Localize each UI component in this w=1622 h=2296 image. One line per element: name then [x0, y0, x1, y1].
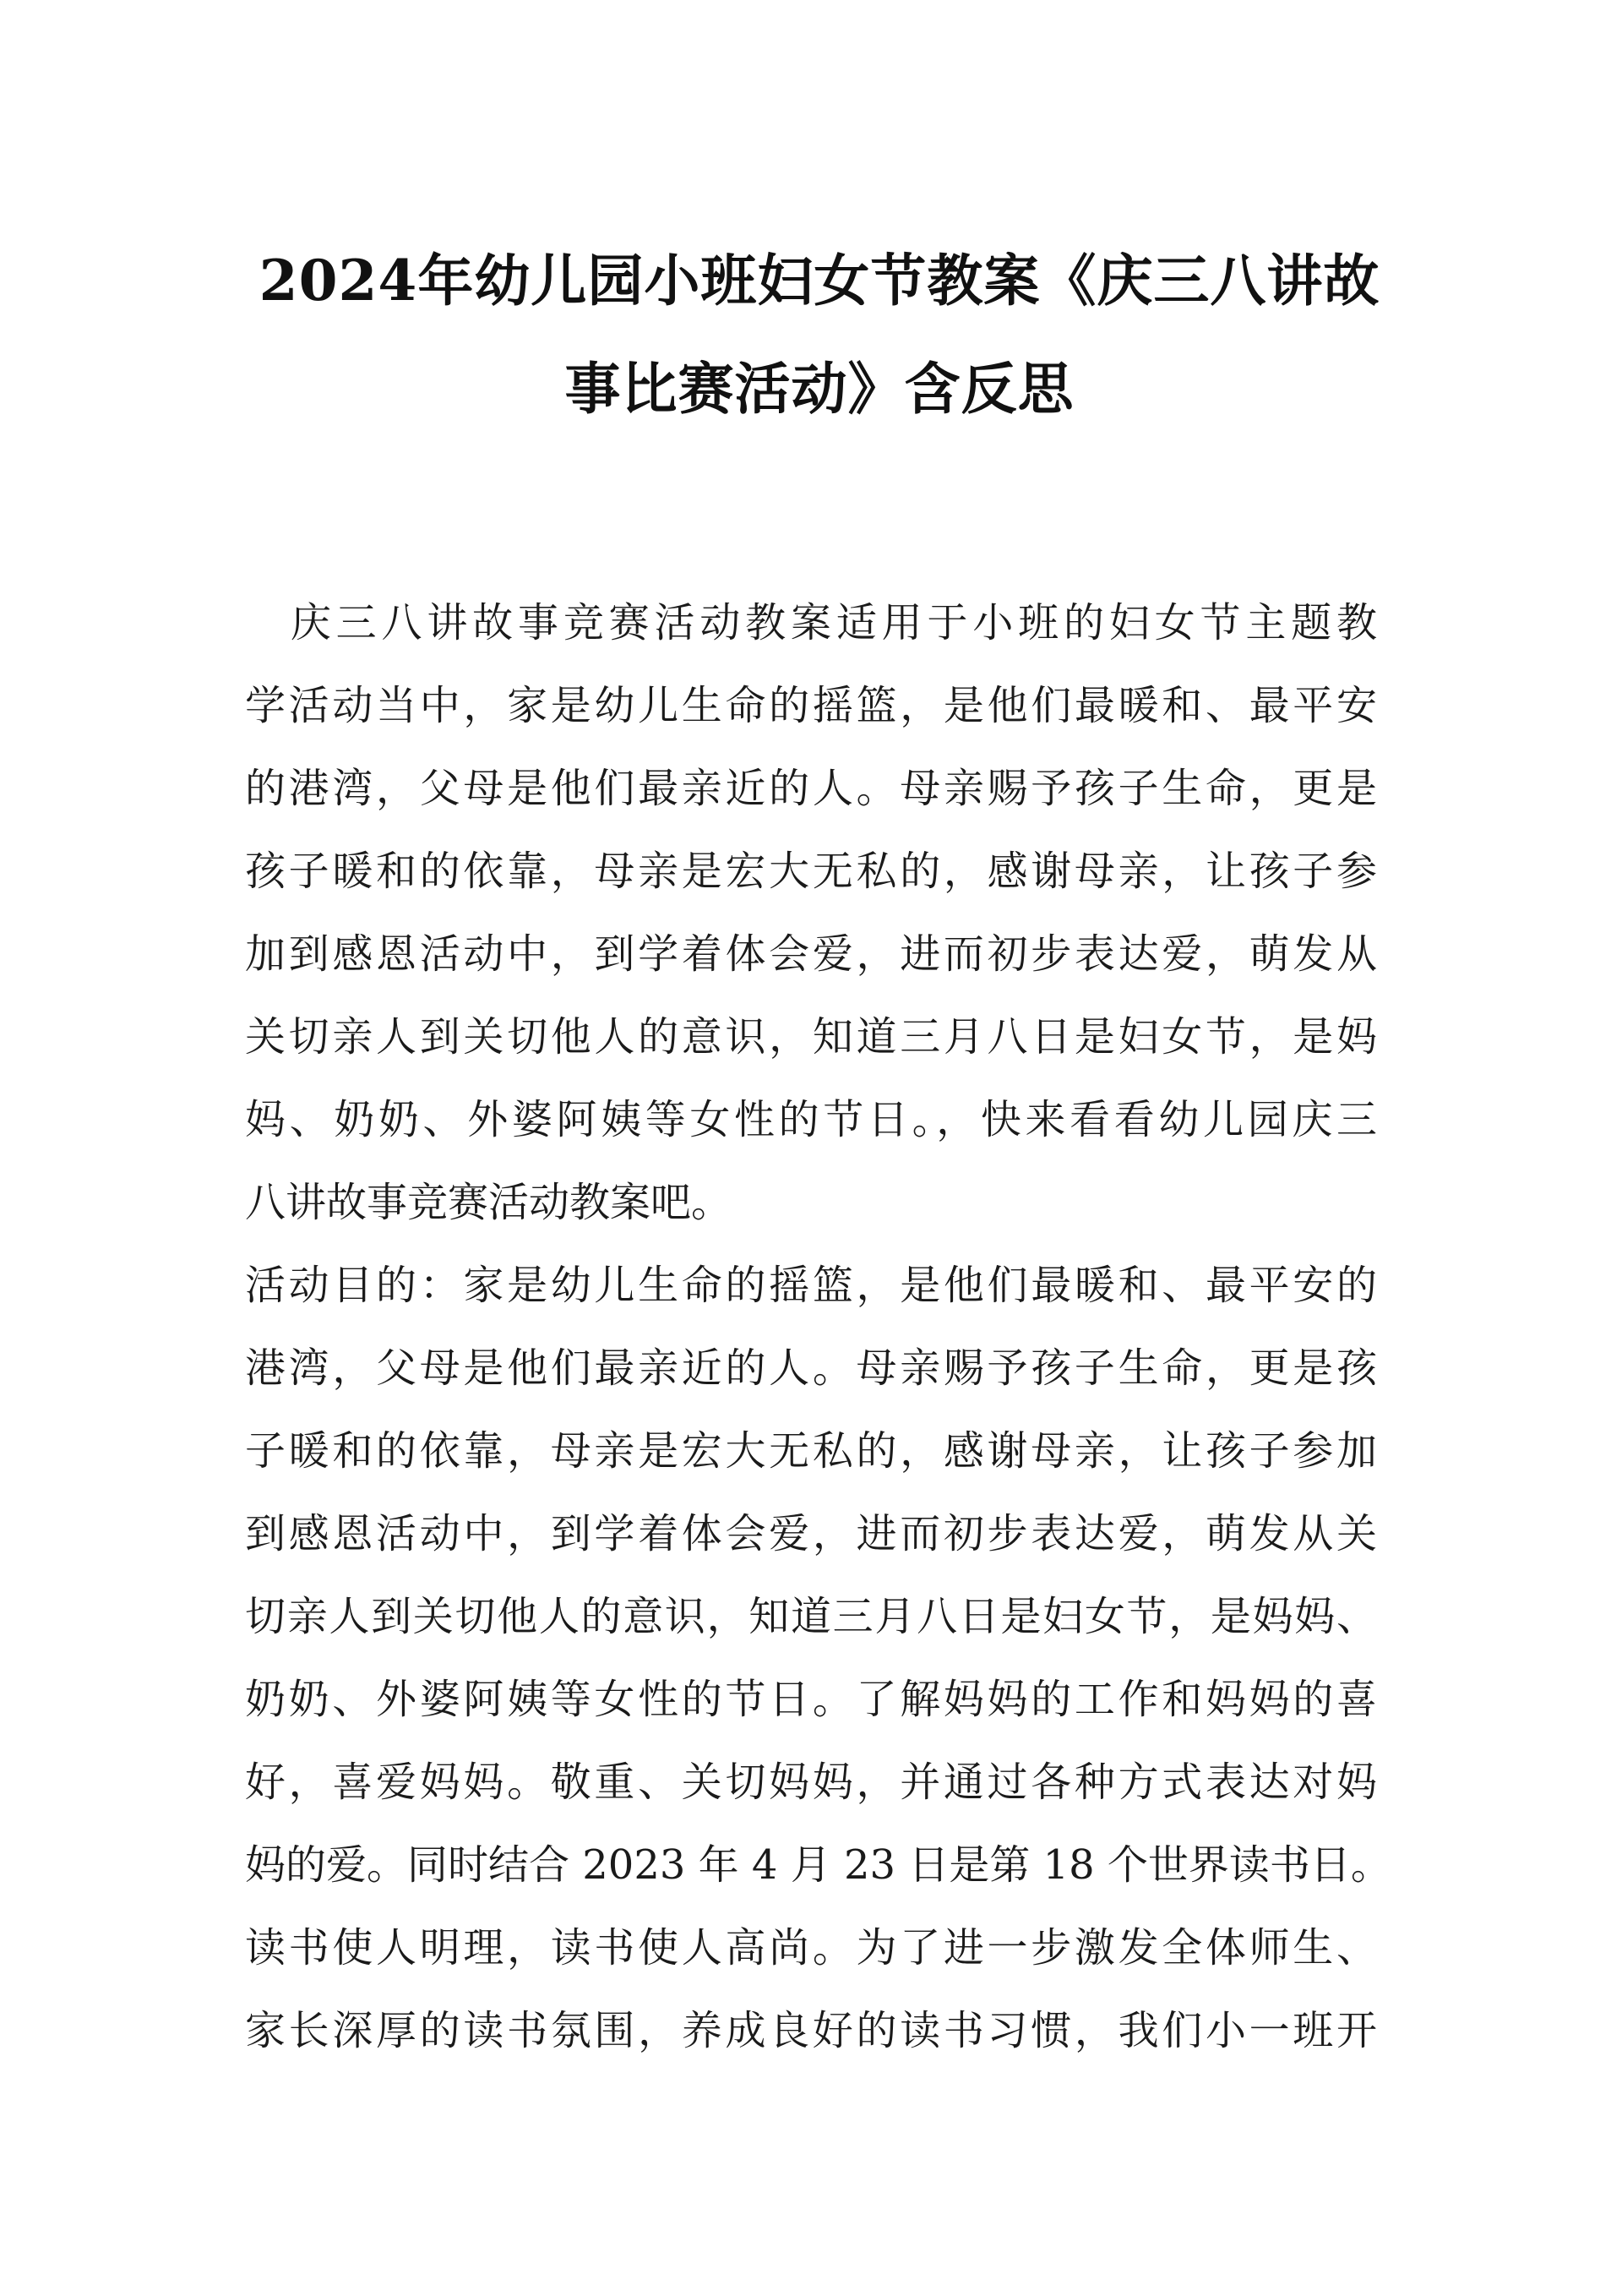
purpose-line: 到感恩活动中，到学着体会爱，进而初步表达爱，萌发从关 [245, 1510, 1377, 1557]
intro-line: 加到感恩活动中，到学着体会爱，进而初步表达爱，萌发从 [245, 930, 1377, 978]
purpose-line: 妈的爱。同时结合 2023 年 4 月 23 日是第 18 个世界读书日。 [245, 1841, 1391, 1889]
purpose-line: 读书使人明理，读书使人高尚。为了进一步激发全体师生、 [245, 1924, 1377, 1972]
intro-line: 关切亲人到关切他人的意识，知道三月八日是妇女节，是妈 [245, 1013, 1377, 1061]
intro-line: 的港湾，父母是他们最亲近的人。母亲赐予孩子生命，更是 [245, 765, 1377, 812]
intro-line: 庆三八讲故事竞赛活动教案适用于小班的妇女节主题教 [245, 599, 1377, 646]
intro-line: 八讲故事竞赛活动教案吧。 [245, 1179, 732, 1226]
purpose-paragraph [245, 1244, 1391, 2072]
title-line-1: 2024年幼儿园小班妇女节教案《庆三八讲故 [259, 248, 1380, 314]
purpose-line: 好，喜爱妈妈。敬重、关切妈妈，并通过各种方式表达对妈 [245, 1759, 1377, 1806]
purpose-line: 子暖和的依靠，母亲是宏大无私的，感谢母亲，让孩子参加 [245, 1427, 1377, 1475]
title-line-2: 事比赛活动》含反思 [564, 356, 1075, 422]
purpose-line: 奶奶、外婆阿姨等女性的节日。了解妈妈的工作和妈妈的喜 [245, 1676, 1377, 1723]
intro-paragraph [245, 581, 1377, 1244]
intro-line: 学活动当中，家是幼儿生命的摇篮，是他们最暖和、最平安 [245, 682, 1377, 729]
purpose-line: 港湾，父母是他们最亲近的人。母亲赐予孩子生命，更是孩 [245, 1344, 1377, 1392]
document-body [245, 581, 1391, 2072]
intro-line: 孩子暖和的依靠，母亲是宏大无私的，感谢母亲，让孩子参 [245, 848, 1377, 895]
intro-line: 妈、奶奶、外婆阿姨等女性的节日。，快来看看幼儿园庆三 [245, 1096, 1377, 1143]
document-title [237, 226, 1402, 443]
purpose-line: 家长深厚的读书氛围，养成良好的读书习惯，我们小一班开 [245, 2007, 1377, 2054]
purpose-line: 活动目的：家是幼儿生命的摇篮，是他们最暖和、最平安的 [245, 1262, 1377, 1309]
purpose-line: 切亲人到关切他人的意识，知道三月八日是妇女节，是妈妈、 [245, 1593, 1377, 1640]
